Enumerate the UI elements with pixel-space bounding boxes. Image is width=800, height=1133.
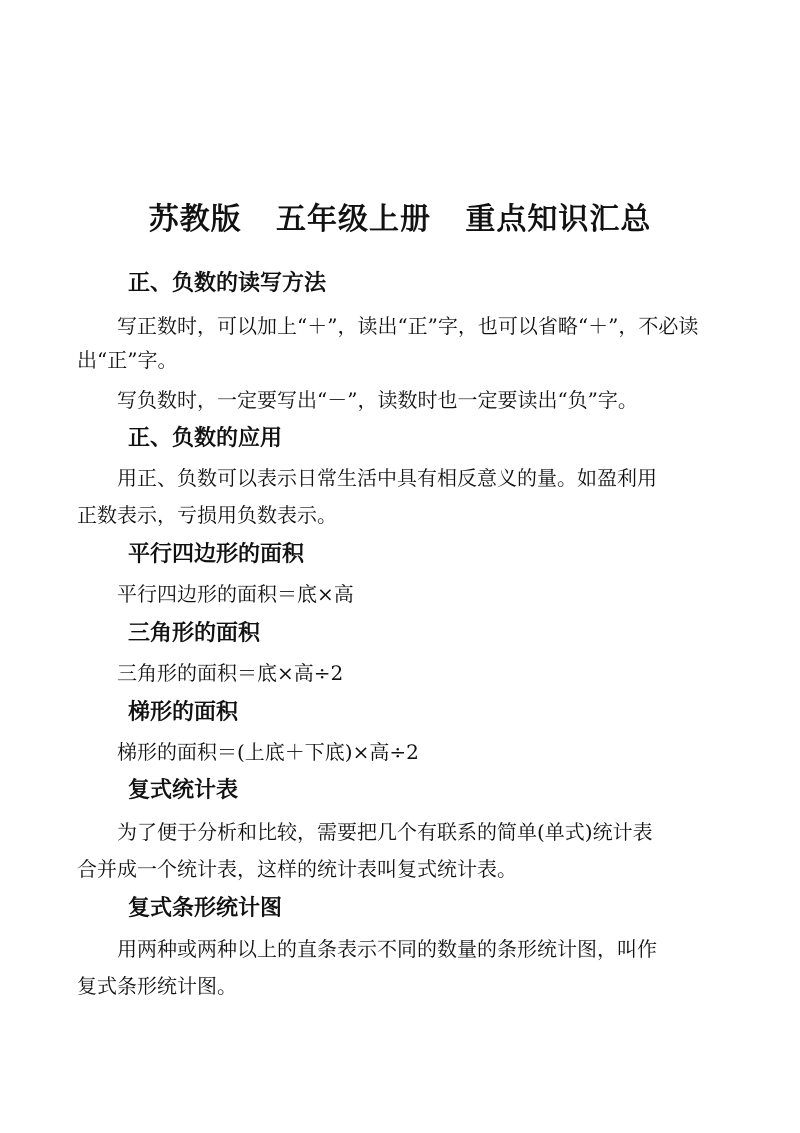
paragraph-line: 合并成一个统计表，这样的统计表叫复式统计表。 <box>77 857 517 881</box>
formula-line: 三角形的面积＝底×高÷2 <box>117 661 344 685</box>
section-heading-signed-number-usage: 正、负数的应用 <box>128 426 283 451</box>
page-title: 苏教版 五年级上册 重点知识汇总 <box>148 202 652 237</box>
section-heading-signed-number-reading: 正、负数的读写方法 <box>128 271 327 296</box>
paragraph-line: 用两种或两种以上的直条表示不同的数量的条形统计图，叫作 <box>117 937 657 961</box>
section-heading-trapezoid-area: 梯形的面积 <box>128 700 239 725</box>
paragraph-line: 出“正”字。 <box>77 348 178 372</box>
paragraph-line: 复式条形统计图。 <box>77 974 237 998</box>
paragraph-line: 正数表示，亏损用负数表示。 <box>77 503 337 527</box>
paragraph-line: 写正数时，可以加上“＋”，读出“正”字，也可以省略“＋”，不必读 <box>117 314 699 338</box>
section-heading-compound-bar-chart: 复式条形统计图 <box>128 896 283 921</box>
paragraph-line: 为了便于分析和比较，需要把几个有联系的简单(单式)统计表 <box>117 820 653 844</box>
formula-line: 梯形的面积＝(上底＋下底)×高÷2 <box>117 740 419 764</box>
section-heading-parallelogram-area: 平行四边形的面积 <box>128 542 305 567</box>
paragraph-line: 写负数时，一定要写出“－”，读数时也一定要读出“负”字。 <box>117 388 638 412</box>
paragraph-line: 用正、负数可以表示日常生活中具有相反意义的量。如盈利用 <box>117 466 657 490</box>
section-heading-compound-table: 复式统计表 <box>128 778 239 803</box>
formula-line: 平行四边形的面积＝底×高 <box>117 582 354 606</box>
section-heading-triangle-area: 三角形的面积 <box>128 621 261 646</box>
